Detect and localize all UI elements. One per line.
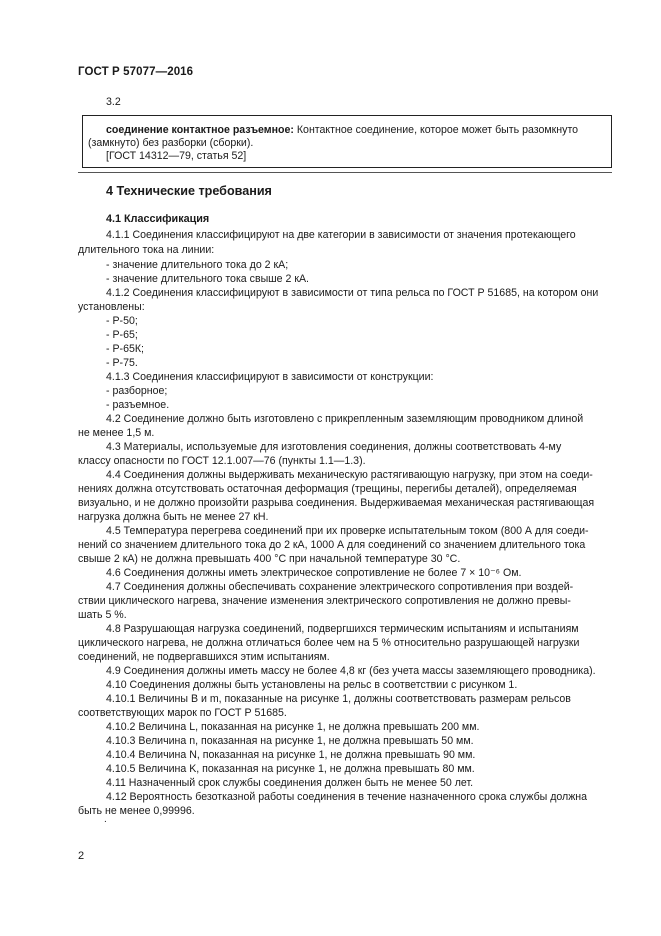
document-header: ГОСТ Р 57077—2016	[78, 66, 194, 78]
body-line: нениях должна отсутствовать остаточная деформация (трещины, перегибы деталей), определяемая	[78, 483, 577, 495]
body-line: нагрузка должна быть не менее 27 кН.	[78, 511, 269, 523]
body-line: - значение длительного тока до 2 кА;	[106, 259, 289, 271]
body-line: быть не менее 0,99996.	[78, 805, 195, 817]
body-line: - разборное;	[106, 385, 168, 397]
body-line: 4.10 Соединения должны быть установлены на рельс в соответствии с рисунком 1.	[106, 679, 518, 691]
body-line: 4.7 Соединения должны обеспечивать сохранение электрического сопротивления при воздей-	[106, 581, 574, 593]
body-line: - Р-65;	[106, 329, 138, 341]
body-line: 4.10.5 Величина K, показанная на рисунке 1, не должна превышать 80 мм.	[106, 763, 475, 775]
body-line: шать 5 %.	[78, 609, 127, 621]
body-line: 4.5 Температура перегрева соединений при их проверке испытательным током (800 А для соеди-	[106, 525, 589, 537]
body-line: классу опасности по ГОСТ 12.1.007—76 (пункты 1.1—1.3).	[78, 455, 366, 467]
body-line: - Р-75.	[106, 357, 138, 369]
page-number: 2	[78, 850, 85, 862]
body-line: - Р-65К;	[106, 343, 144, 355]
body-line: 4.10.3 Величина n, показанная на рисунке 1, не должна превышать 50 мм.	[106, 735, 474, 747]
body-line: 4.3 Материалы, используемые для изготовления соединения, должны соответствовать 4-му	[106, 441, 562, 453]
body-line: 4.8 Разрушающая нагрузка соединений, подвергшихся термическим испытаниям и испытаниям	[106, 623, 579, 635]
body-line: нений со значением длительного тока до 2 кА, 1000 А для соединений со значением длительного тока	[78, 539, 586, 551]
term-definition-box	[82, 115, 612, 168]
body-line: 4.11 Назначенный срок службы соединения должен быть не менее 50 лет.	[106, 777, 474, 789]
body-line: соответствующих марок по ГОСТ Р 51685.	[78, 707, 287, 719]
term-definition-line-1	[106, 124, 578, 137]
body-line: 4.10.4 Величина N, показанная на рисунке 1, не должна превышать 90 мм.	[106, 749, 476, 761]
body-line: циклического нагрева, не должна отличаться более чем на 5 % относительно разрушающей нагрузки	[78, 637, 580, 649]
body-line: 4.10.1 Величины B и m, показанные на рисунке 1, должны соответствовать размерам рельсов	[106, 693, 571, 705]
body-line: 4.4 Соединения должны выдерживать механическую растягивающую нагрузку, при этом на соеди-	[106, 469, 593, 481]
body-line: - разъемное.	[106, 399, 170, 411]
term-source: [ГОСТ 14312—79, статья 52]	[106, 150, 247, 162]
term-number: 3.2	[106, 96, 121, 108]
body-line: - Р-50;	[106, 315, 138, 327]
section-divider	[78, 172, 612, 173]
body-line: соединений, не подвергавшихся этим испытаниям.	[78, 651, 330, 663]
section-heading: 4 Технические требования	[106, 184, 272, 198]
body-line: 4.1.3 Соединения классифицируют в зависимости от конструкции:	[106, 371, 434, 383]
body-line: установлены:	[78, 301, 145, 313]
body-line: ствии циклического нагрева, значение изменения электрического сопротивления не должно превы-	[78, 595, 571, 607]
body-line: длительного тока на линии:	[78, 244, 215, 256]
body-line: свыше 2 кА) не должна превышать 400 °С при начальной температуре 30 °С.	[78, 553, 461, 565]
body-line: 4.6 Соединения должны иметь электрическое сопротивление не более 7 × 10⁻⁶ Ом.	[106, 567, 522, 579]
body-line: 4.1.2 Соединения классифицируют в зависимости от типа рельса по ГОСТ Р 51685, на котором они	[106, 287, 599, 299]
body-line: визуально, и не должно произойти разрыва соединения. Выдерживаемая механическая растягивающая	[78, 497, 595, 509]
body-line: 4.9 Соединения должны иметь массу не более 4,8 кг (без учета массы заземляющего проводника).	[106, 665, 596, 677]
term-name: соединение контактное разъемное:	[106, 124, 294, 136]
body-line: 4.12 Вероятность безотказной работы соединения в течение назначенного срока службы должна	[106, 791, 588, 803]
body-line: 4.10.2 Величина L, показанная на рисунке 1, не должна превышать 200 мм.	[106, 721, 480, 733]
term-definition-text: Контактное соединение, которое может быть разомкнуто	[293, 124, 579, 136]
body-line: не менее 1,5 м.	[78, 427, 155, 439]
body-line: - значение длительного тока свыше 2 кА.	[106, 273, 309, 285]
term-definition-line-2: (замкнуто) без разборки (сборки).	[88, 137, 254, 149]
body-line: 4.1.1 Соединения классифицируют на две категории в зависимости от значения протекающего	[106, 229, 576, 241]
subsection-heading: 4.1 Классификация	[106, 213, 210, 225]
body-line: 4.2 Соединение должно быть изготовлено с прикрепленным заземляющим проводником длиной	[106, 413, 584, 425]
footer-mark: .	[104, 814, 107, 825]
